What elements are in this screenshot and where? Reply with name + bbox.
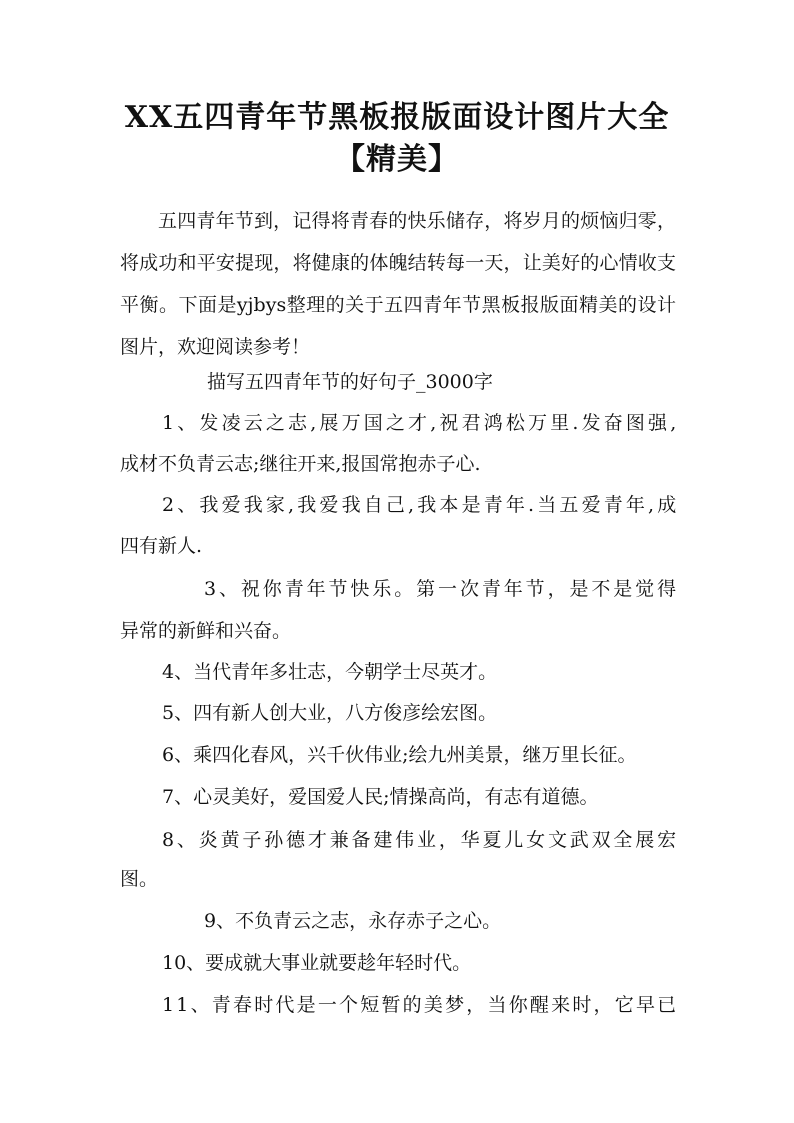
list-item-3-line2: 异常的新鲜和兴奋。 xyxy=(120,620,292,642)
list-item-3-line1: 3、祝你青年节快乐。第一次青年节，是不是觉得 xyxy=(204,578,679,600)
list-item-8-line1: 8、炎黄子孙德才兼备建伟业，华夏儿女文武双全展宏 xyxy=(162,829,679,851)
document-title-line1: XX五四青年节黑板报版面设计图片大全 xyxy=(124,100,670,135)
list-item-2-line1: 2、我爱我家,我爱我自己,我本是青年.当五爱青年,成 xyxy=(162,494,680,516)
list-item-5: 5、四有新人创大业，八方俊彦绘宏图。 xyxy=(162,702,498,724)
list-item-10: 10、要成就大事业就要趁年轻时代。 xyxy=(162,952,472,974)
list-item-4: 4、当代青年多壮志，今朝学士尽英才。 xyxy=(162,661,498,683)
subheading: 描写五四青年节的好句子_3000字 xyxy=(207,371,493,393)
list-item-8-line2: 图。 xyxy=(120,868,159,890)
intro-paragraph: 五四青年节到，记得将青春的快乐储存，将岁月的烦恼归零，将成功和平安提现，将健康的体魄结转每一天，让美好的心情收支平衡。下面是yjbys整理的关于五四青年节黑板报版面精美的设计图片，欢迎阅读参考！ xyxy=(120,210,676,358)
list-item-7: 7、心灵美好，爱国爱人民;情操高尚，有志有道德。 xyxy=(162,786,599,808)
list-item-9: 9、不负青云之志，永存赤子之心。 xyxy=(204,910,502,932)
list-item-1-line1: 1、发凌云之志,展万国之才,祝君鸿松万里.发奋图强, xyxy=(162,412,680,434)
list-item-1-line2: 成材不负青云志;继往开来,报国常抱赤子心. xyxy=(120,453,481,475)
document-title-line2: 【精美】 xyxy=(335,142,459,177)
list-item-2-line2: 四有新人. xyxy=(120,535,203,557)
list-item-11-line1: 11、青春时代是一个短暂的美梦，当你醒来时，它早已 xyxy=(162,994,679,1016)
list-item-6: 6、乘四化春风，兴千伙伟业;绘九州美景，继万里长征。 xyxy=(162,744,637,766)
